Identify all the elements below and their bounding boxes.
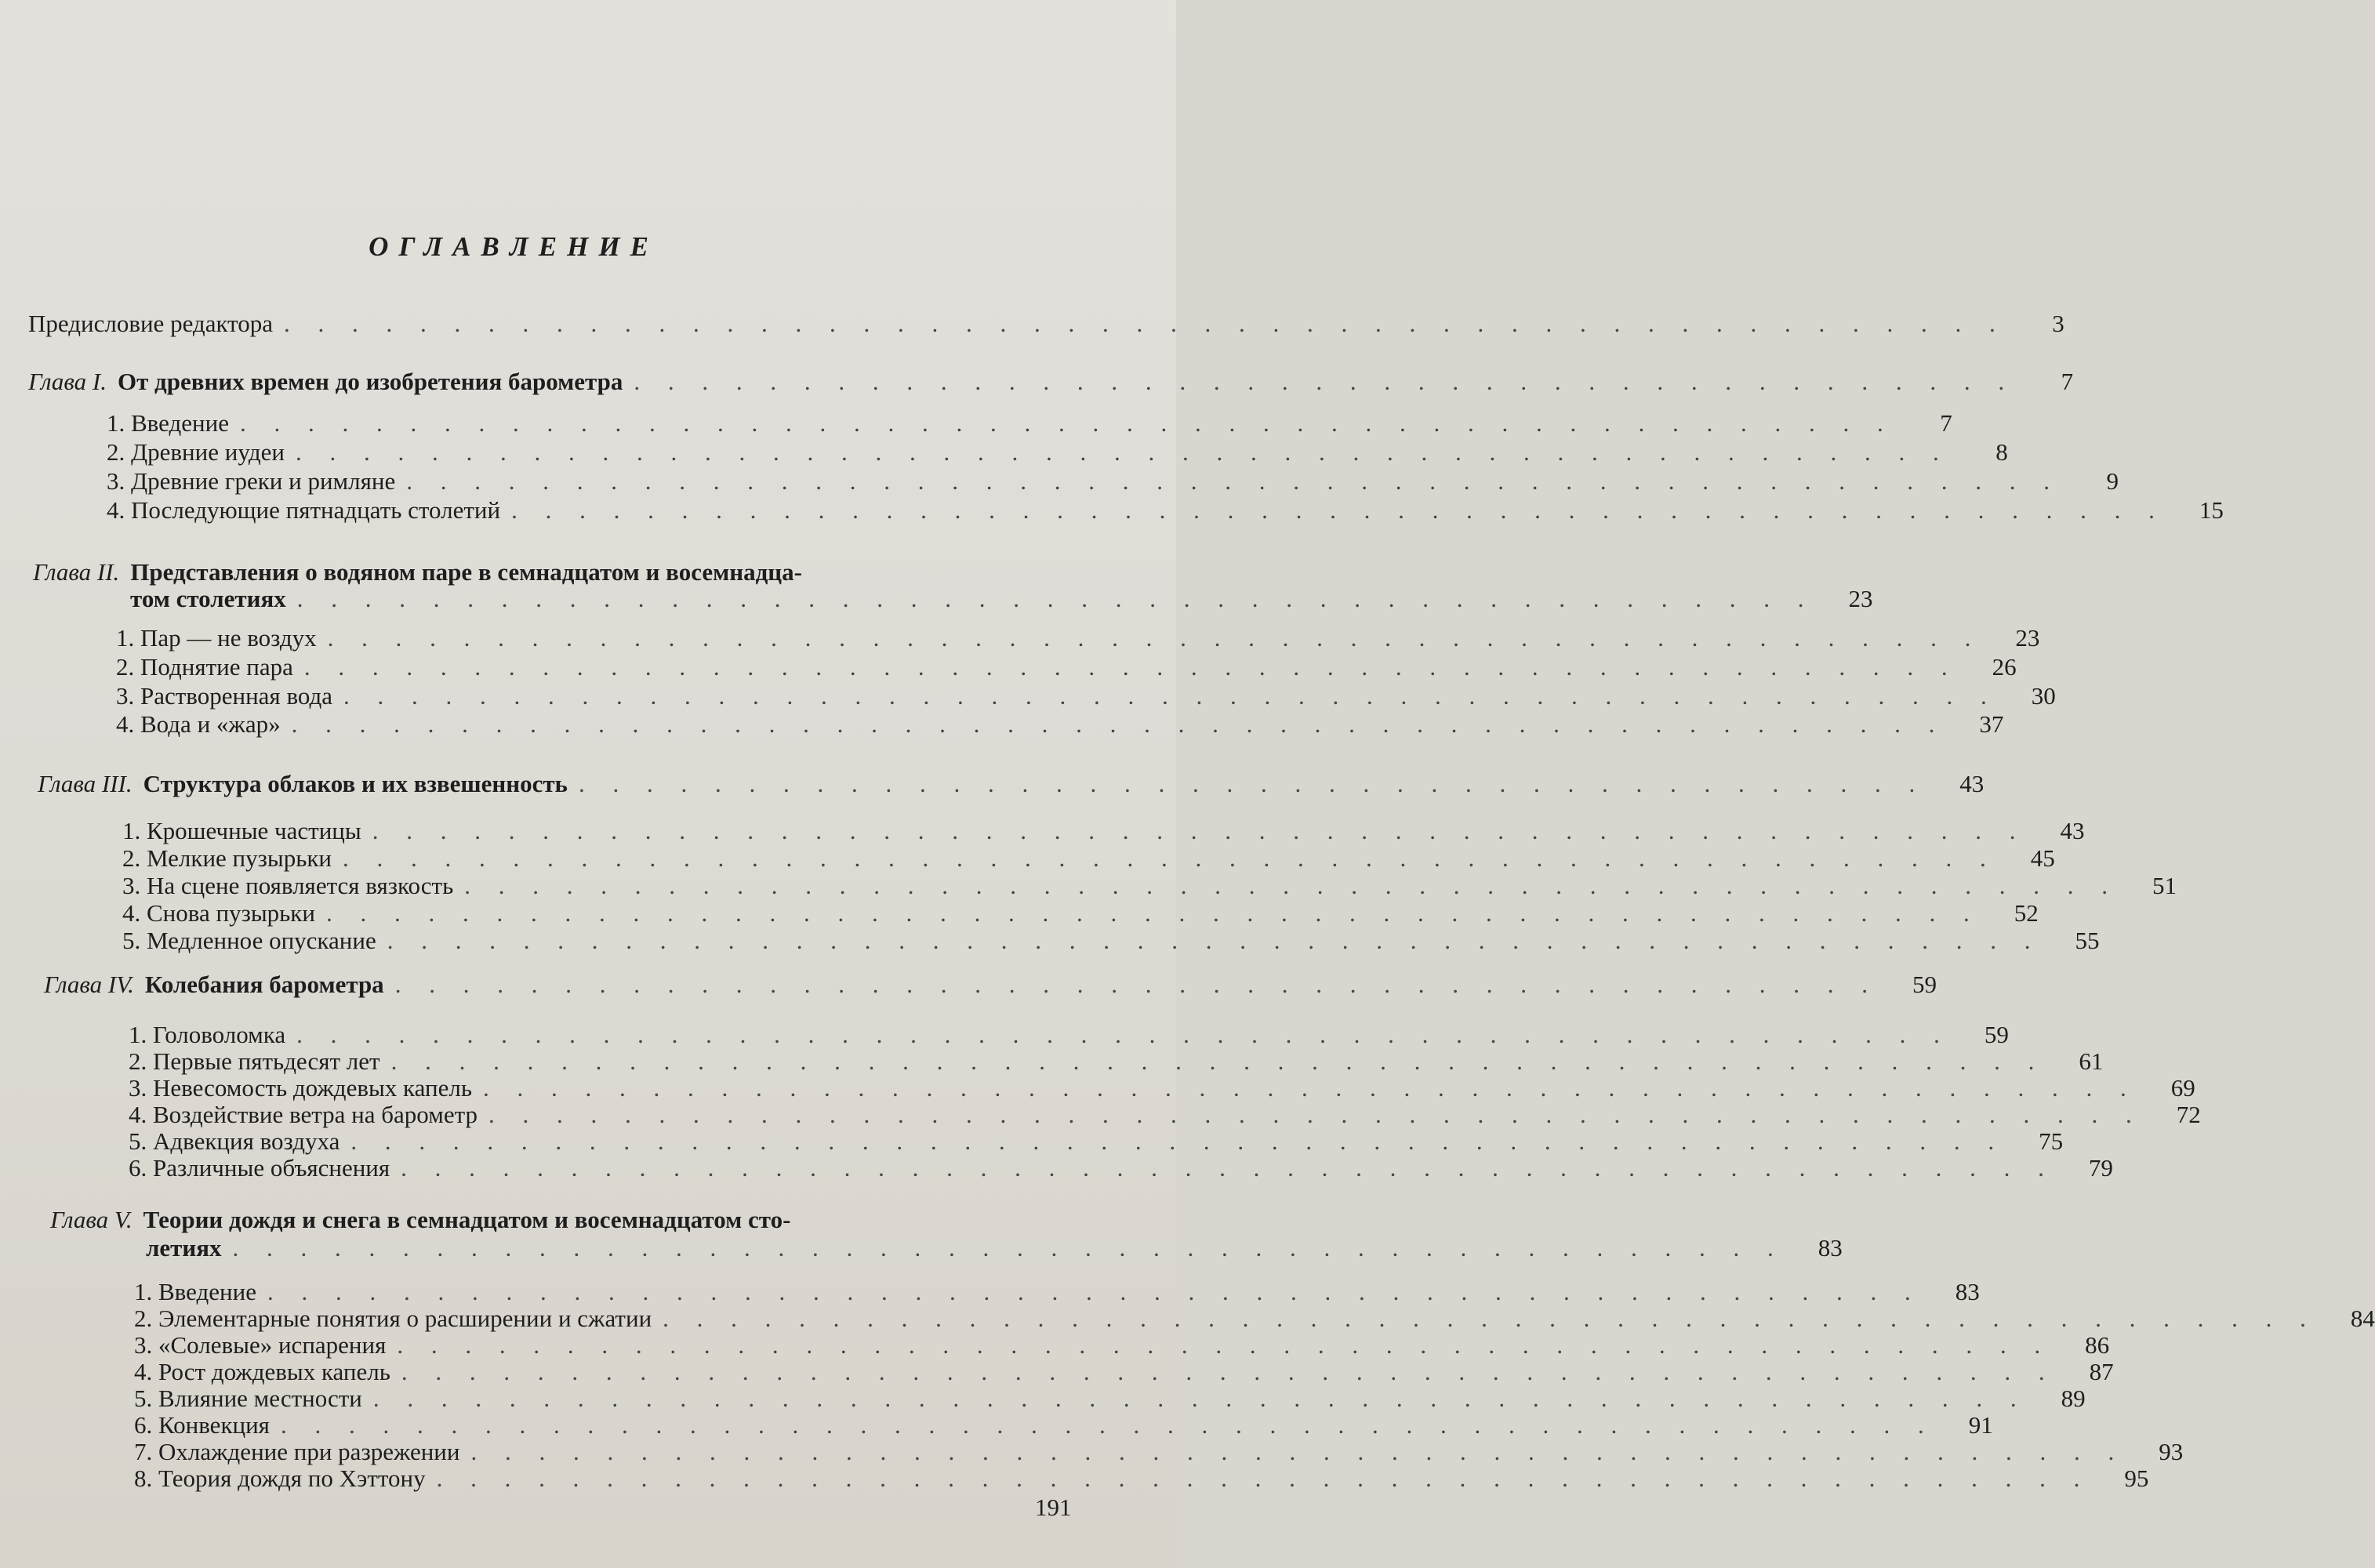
section-text: 2. Первые пятьдесят лет — [129, 1047, 380, 1075]
section-text: 1. Введение — [134, 1278, 256, 1305]
section-entry — [122, 872, 2177, 900]
chapter-name: От древних времен до изобретения барометра — [117, 368, 623, 395]
section-text: 2. Поднятие пара — [116, 653, 293, 681]
leader-dots: . . . . . . . . . . . . . . . . . . . . . . . . . . . . . . . . . . . . . . . . . . . . . . . . . — [464, 872, 2119, 899]
chapter-heading — [33, 558, 802, 586]
chapter-heading-continued — [146, 1234, 1843, 1262]
section-page: 89 — [2061, 1385, 2086, 1412]
section-text: 5. Медленное опускание — [122, 927, 376, 954]
section-page: 37 — [1979, 710, 2004, 738]
section-entry — [134, 1358, 2114, 1386]
chapter-name: Представления о водяном паре в семнадцатом и восемнадца- — [130, 558, 802, 586]
leader-dots: . . . . . . . . . . . . . . . . . . . . . . . . . . . . . . . . . . . . . . . . . . . . . . . . . — [401, 1154, 2055, 1181]
chapter-label: Глава I. — [28, 368, 107, 395]
chapter-heading — [28, 368, 2074, 396]
chapter-name: Структура облаков и их взвешенность — [143, 770, 568, 797]
section-page: 84 — [2350, 1305, 2375, 1332]
leader-dots: . . . . . . . . . . . . . . . . . . . . . . . . . . . . . . . . . . . . . . . . . . . . . . . . . — [343, 844, 1997, 872]
section-page: 8 — [1996, 438, 2008, 466]
chapter-page: 83 — [1818, 1234, 1843, 1261]
section-page: 79 — [2088, 1154, 2113, 1181]
section-text: 3. «Солевые» испарения — [134, 1331, 387, 1359]
leader-dots: . . . . . . . . . . . . . . . . . . . . . . . . . . . . . . . . . . . . . . . . — [578, 770, 1927, 797]
section-entry — [129, 1101, 2201, 1129]
section-entry — [134, 1305, 2375, 1333]
leader-dots: . . . . . . . . . . . . . . . . . . . . . . . . . . . . . . . . . . . . . . . . . . . . . . . . . — [372, 1385, 2028, 1412]
leader-dots: . . . . . . . . . . . . . . . . . . . . . . . . . . . . . . . . . . . . . . . . . . . . . . . . . — [663, 1305, 2317, 1332]
leader-dots: . . . . . . . . . . . . . . . . . . . . . . . . . . . . . . . . . . . . . . . . . . . . . . . . . — [436, 1465, 2091, 1492]
chapter-label: Глава III. — [38, 770, 133, 797]
section-text: 6. Различные объяснения — [129, 1154, 390, 1181]
section-entry — [122, 899, 2039, 927]
leader-dots: . . . . . . . . . . . . . . . . . . . . . . . . . . . . . . . . . . . . . . . . . . . . . . . . . — [267, 1278, 1922, 1305]
leader-dots: . . . . . . . . . . . . . . . . . . . . . . . . . . . . . . . . . . . . . . . . . . . . . . . . . — [482, 1074, 2137, 1102]
section-entry — [134, 1438, 2184, 1466]
section-text: 4. Последующие пятнадцать столетий — [107, 496, 501, 524]
section-entry — [107, 409, 1952, 437]
section-text: 3. Невесомость дождевых капель — [129, 1074, 472, 1102]
section-page: 72 — [2176, 1101, 2201, 1128]
leader-dots: . . . . . . . . . . . . . . . . . . . . . . . . . . . . . . . . . . . . . . . . . . . . . . . . . — [470, 1438, 2126, 1465]
chapter-heading-continued — [130, 585, 1873, 613]
section-page: 7 — [1940, 409, 1952, 437]
leader-dots: . . . . . . . . . . . . . . . . . . . . . . . . . . . . . . . . . . . . . . . . . . . . . . . . . — [397, 1331, 2052, 1359]
chapter-page: 23 — [1848, 585, 1873, 612]
leader-dots: . . . . . . . . . . . . . . . . . . . . . . . . . . . . . . . . . . . . . . . . . . . . — [394, 971, 1879, 998]
chapter-name-continued: том столетиях — [130, 585, 286, 612]
chapter-name-continued: летиях — [146, 1234, 222, 1261]
section-entry — [129, 1021, 2009, 1049]
leader-dots: . . . . . . . . . . . . . . . . . . . . . . . . . . . . . . . . . . . . . . . . . . . . . — [296, 585, 1815, 612]
leader-dots: . . . . . . . . . . . . . . . . . . . . . . . . . . . . . . . . . . . . . . . . . . . . . . . . . — [296, 1021, 1951, 1048]
section-text: 3. Растворенная вода — [116, 682, 333, 710]
section-text: 3. Древние греки и римляне — [107, 467, 396, 495]
section-page: 52 — [2014, 899, 2039, 927]
toc-entry-text: Предисловие редактора — [28, 310, 273, 337]
section-entry — [116, 653, 2017, 681]
leader-dots: . . . . . . . . . . . . . . . . . . . . . . . . . . . . . . . . . . . . . . . . . . . . . . . . . — [239, 409, 1894, 437]
section-page: 59 — [1984, 1021, 2009, 1048]
section-entry — [134, 1331, 2110, 1359]
section-entry — [107, 467, 2119, 495]
section-text: 6. Конвекция — [134, 1411, 270, 1439]
section-entry — [134, 1385, 2086, 1413]
chapter-name: Колебания барометра — [144, 971, 384, 998]
chapter-page: 7 — [2061, 368, 2074, 395]
leader-dots: . . . . . . . . . . . . . . . . . . . . . . . . . . . . . . . . . . . . . . . . . . . . . . . . . — [511, 496, 2166, 524]
section-text: 2. Древние иудеи — [107, 438, 285, 466]
section-entry — [134, 1411, 1993, 1439]
section-text: 4. Воздействие ветра на барометр — [129, 1101, 478, 1128]
section-text: 4. Вода и «жар» — [116, 710, 281, 738]
leader-dots: . . . . . . . . . . . . . . . . . . . . . . . . . . . . . . . . . . . . . . . . . . . . . . . . . — [401, 1358, 2056, 1385]
leader-dots: . . . . . . . . . . . . . . . . . . . . . . . . . . . . . . . . . . . . . . . . . . . . . . . . . — [327, 624, 1982, 652]
chapter-page: 59 — [1912, 971, 1937, 998]
toc-entry-page: 3 — [2052, 310, 2065, 337]
leader-dots: . . . . . . . . . . . . . . . . . . . . . . . . . . . . . . . . . . . . . . . . . — [634, 368, 2016, 395]
chapter-label: Глава V. — [50, 1206, 133, 1233]
section-entry — [129, 1127, 2064, 1156]
section-entry — [129, 1074, 2195, 1102]
section-text: 1. Пар — не воздух — [116, 624, 317, 652]
leader-dots: . . . . . . . . . . . . . . . . . . . . . . . . . . . . . . . . . . . . . . . . . . . . . . . . . — [343, 682, 1998, 710]
chapter-name: Теории дождя и снега в семнадцатом и восемнадцатом сто- — [143, 1206, 791, 1233]
section-text: 4. Снова пузырьки — [122, 899, 315, 927]
section-entry — [134, 1278, 1980, 1306]
leader-dots: . . . . . . . . . . . . . . . . . . . . . . . . . . . . . . . . . . . . . . . . . . . . . . . . . — [325, 899, 1981, 927]
leader-dots: . . . . . . . . . . . . . . . . . . . . . . . . . . . . . . . . . . . . . . . . . . . . . . . . . — [280, 1411, 1935, 1439]
leader-dots: . . . . . . . . . . . . . . . . . . . . . . . . . . . . . . . . . . . . . . . . . . . . . . . . . — [390, 1047, 2046, 1075]
chapter-label: Глава IV. — [44, 971, 134, 998]
section-text: 2. Элементарные понятия о расширении и сжатии — [134, 1305, 652, 1332]
section-page: 30 — [2031, 682, 2056, 710]
section-page: 9 — [2106, 467, 2119, 495]
page-title: ОГЛАВЛЕНИЕ — [369, 231, 659, 262]
section-entry — [122, 817, 2085, 845]
section-text: 7. Охлаждение при разрежении — [134, 1438, 460, 1465]
page-number: 191 — [1035, 1494, 1072, 1521]
section-text: 5. Адвекция воздуха — [129, 1127, 340, 1155]
section-page: 69 — [2170, 1074, 2195, 1102]
chapter-page: 43 — [1959, 770, 1985, 797]
section-page: 95 — [2124, 1465, 2149, 1492]
chapter-heading — [38, 770, 1985, 798]
leader-dots: . . . . . . . . . . . . . . . . . . . . . . . . . . . . . . . . . . . . . . . . . . . . . . . . . — [350, 1127, 2006, 1155]
section-page: 23 — [2015, 624, 2040, 652]
section-entry — [134, 1465, 2149, 1493]
section-page: 51 — [2152, 872, 2177, 899]
leader-dots: . . . . . . . . . . . . . . . . . . . . . . . . . . . . . . . . . . . . . . . . . . . . . . . . . — [303, 653, 1959, 681]
section-entry — [129, 1047, 2104, 1076]
section-text: 5. Влияние местности — [134, 1385, 362, 1412]
section-page: 15 — [2199, 496, 2224, 524]
section-page: 83 — [1955, 1278, 1980, 1305]
section-entry — [116, 710, 2004, 739]
section-text: 1. Головоломка — [129, 1021, 286, 1048]
section-entry — [129, 1154, 2113, 1182]
section-entry — [122, 927, 2100, 955]
leader-dots: . . . . . . . . . . . . . . . . . . . . . . . . . . . . . . . . . . . . . . . . . . . . . . . . . — [291, 710, 1946, 738]
chapter-label: Глава II. — [33, 558, 120, 586]
section-text: 2. Мелкие пузырьки — [122, 844, 332, 872]
leader-dots: . . . . . . . . . . . . . . . . . . . . . . . . . . . . . . . . . . . . . . . . . . . . . . . . . — [488, 1101, 2143, 1128]
section-text: 8. Теория дождя по Хэттону — [134, 1465, 426, 1492]
section-entry — [122, 844, 2055, 873]
section-page: 45 — [2030, 844, 2055, 872]
toc-entry-preface — [28, 310, 2065, 338]
section-text: 1. Введение — [107, 409, 229, 437]
section-page: 91 — [1968, 1411, 1993, 1439]
leader-dots: . . . . . . . . . . . . . . . . . . . . . . . . . . . . . . . . . . . . . . . . . . . . . . . . . — [387, 927, 2042, 954]
section-page: 87 — [2089, 1358, 2114, 1385]
section-entry — [107, 438, 2008, 466]
leader-dots: . . . . . . . . . . . . . . . . . . . . . . . . . . . . . . . . . . . . . . . . . . . . . . — [232, 1234, 1785, 1261]
section-entry — [116, 682, 2056, 710]
section-entry — [107, 496, 2224, 524]
section-text: 1. Крошечные частицы — [122, 817, 361, 844]
section-page: 61 — [2079, 1047, 2104, 1075]
section-page: 86 — [2085, 1331, 2110, 1359]
section-page: 55 — [2075, 927, 2100, 954]
section-text: 4. Рост дождевых капель — [134, 1358, 390, 1385]
section-page: 43 — [2060, 817, 2085, 844]
section-page: 26 — [1992, 653, 2017, 681]
leader-dots: . . . . . . . . . . . . . . . . . . . . . . . . . . . . . . . . . . . . . . . . . . . . . . . . . — [296, 438, 1950, 466]
section-page: 93 — [2159, 1438, 2184, 1465]
chapter-heading — [44, 971, 1937, 999]
section-text: 3. На сцене появляется вязкость — [122, 872, 454, 899]
section-entry — [116, 624, 2040, 652]
leader-dots: . . . . . . . . . . . . . . . . . . . . . . . . . . . . . . . . . . . . . . . . . . . . . . . . . — [372, 817, 2027, 844]
chapter-heading — [50, 1206, 790, 1234]
leader-dots: . . . . . . . . . . . . . . . . . . . . . . . . . . . . . . . . . . . . . . . . . . . . . . . . . — [406, 467, 2061, 495]
leader-dots: . . . . . . . . . . . . . . . . . . . . . . . . . . . . . . . . . . . . . . . . . . . . . . . . . . . — [284, 310, 2006, 337]
section-page: 75 — [2039, 1127, 2064, 1155]
